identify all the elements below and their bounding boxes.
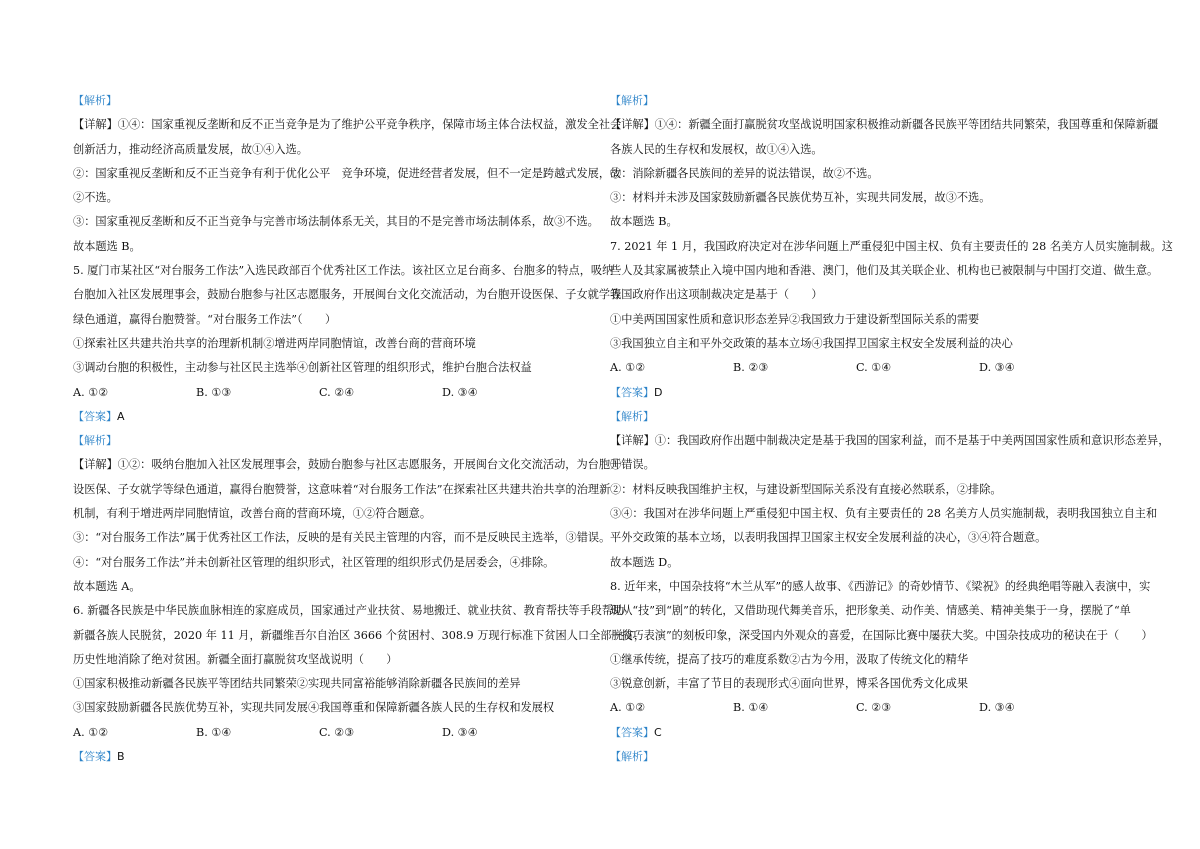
text-line: ①错误。 xyxy=(610,458,655,472)
section-tag xyxy=(610,89,1130,113)
text-line: 些人及其家属被禁止入境中国内地和香港、澳门，他们及其关联企业、机构也已被限制与中国打交道、做生意。 xyxy=(610,264,1159,278)
text-line: 我国政府作出这项制裁决定是基于（ ） xyxy=(610,288,823,302)
option-row xyxy=(610,356,1130,380)
text-line: ②：消除新疆各民族间的差异的说法错误，故②不选。 xyxy=(610,166,879,180)
option-item: B. ①③ xyxy=(196,385,232,399)
answer-tag: 【答案】 xyxy=(73,409,117,423)
section-tag xyxy=(610,745,1130,769)
text-line: ③：材料并未涉及国家鼓励新疆各民族优势互补，实现共同发展，故③不选。 xyxy=(610,191,991,205)
text-line: 现从“技”到“剧”的转化，又借助现代舞美音乐，把形象美、动作美、情感美、精神美集于一身，摆脱了“单 xyxy=(610,604,1131,618)
option-item: B. ②③ xyxy=(733,361,769,375)
text-line: ③：国家重视反垄断和反不正当竞争与完善市场法制体系无关，其目的不是完善市场法制体系，故③不选。 xyxy=(73,215,599,229)
text-line: 历史性地消除了绝对贫困。新疆全面打赢脱贫攻坚战说明（ ） xyxy=(73,652,398,666)
section-tag xyxy=(73,429,593,453)
text-line: ②：材料反映我国维护主权，与建设新型国际关系没有直接必然联系，②排除。 xyxy=(610,482,1002,496)
text-line: 故本题选 A。 xyxy=(73,579,141,593)
option-row xyxy=(610,696,1130,720)
text-line: ②不选。 xyxy=(73,191,118,205)
section-tag xyxy=(610,405,1130,429)
analysis-tag: 【解析】 xyxy=(610,409,654,423)
option-item: B. ①④ xyxy=(733,701,769,715)
option-item: C. ①④ xyxy=(856,361,892,375)
option-item: C. ②③ xyxy=(856,701,892,715)
answer-value: B xyxy=(117,750,125,764)
option-item: A. ①② xyxy=(610,701,646,715)
analysis-tag: 【解析】 xyxy=(73,94,117,107)
text-line: 机制，有利于增进两岸同胞情谊，改善台商的营商环境，①②符合题意。 xyxy=(73,507,432,521)
text-line: ②：国家重视反垄断和反不正当竞争有利于优化公平 竞争环境，促进经营者发展，但不一定是跨越式发展，故 xyxy=(73,166,622,180)
text-line: ①探索社区共建共治共享的治理新机制②增进两岸同胞情谊，改善台商的营商环境 xyxy=(73,336,476,350)
option-item: A. ①② xyxy=(73,725,109,739)
option-item: C. ②③ xyxy=(319,725,355,739)
section-tag xyxy=(73,89,593,113)
right-column xyxy=(610,89,1173,769)
answer-tag: 【答案】 xyxy=(610,725,654,739)
text-line: 7. 2021 年 1 月，我国政府决定对在涉华问题上严重侵犯中国主权、负有主要责任的 28 名美方人员实施制裁。这 xyxy=(610,239,1173,253)
text-line: ③：“对台服务工作法”属于优秀社区工作法，反映的是有关民主管理的内容，而不是反映民主选举，③错误。 xyxy=(73,531,611,545)
option-item: C. ②④ xyxy=(319,385,355,399)
option-item: A. ①② xyxy=(610,361,646,375)
text-line: 【详解】①②：吸纳台胞加入社区发展理事会，鼓励台胞参与社区志愿服务，开展闽台文化交流活动，为台胞开 xyxy=(73,458,622,472)
answer-tag: 【答案】 xyxy=(610,385,654,399)
answer-line xyxy=(73,745,593,769)
text-line: 创新活力，推动经济高质量发展，故①④入选。 xyxy=(73,142,308,156)
answer-tag: 【答案】 xyxy=(73,750,117,764)
text-line: ①中美两国国家性质和意识形态差异②我国致力于建设新型国际关系的需要 xyxy=(610,312,980,326)
answer-line xyxy=(610,721,1130,745)
text-line: 【详解】①④：新疆全面打赢脱贫攻坚战说明国家积极推动新疆各民族平等团结共同繁荣，我国尊重和保障新疆 xyxy=(610,118,1159,132)
answer-line xyxy=(610,381,1130,405)
text-line: 故本题选 B。 xyxy=(73,239,141,253)
answer-value: A xyxy=(117,409,125,423)
text-line: ③国家鼓励新疆各民族优势互补，实现共同发展④我国尊重和保障新疆各族人民的生存权和发展权 xyxy=(73,701,555,715)
text-line: ③我国独立自主和平外交政策的基本立场④我国捍卫国家主权安全发展利益的决心 xyxy=(610,336,1013,350)
text-line: 平外交政策的基本立场，以表明我国捍卫国家主权安全发展利益的决心，③④符合题意。 xyxy=(610,531,1047,545)
option-row xyxy=(73,381,593,405)
text-line: 故本题选 D。 xyxy=(610,555,679,569)
text-line: 5. 厦门市某社区“对台服务工作法”入选民政部百个优秀社区工作法。该社区立足台商多、台胞多的特点，吸纳 xyxy=(73,264,614,278)
text-line: 新疆各族人民脱贫，2020 年 11 月，新疆维吾尔自治区 3666 个贫困村、308.9 万现行标准下贫困人口全部脱贫， xyxy=(73,628,646,642)
analysis-tag: 【解析】 xyxy=(73,434,117,448)
text-line: 6. 新疆各民族是中华民族血脉相连的家庭成员，国家通过产业扶贫、易地搬迁、就业扶贫、教育帮扶等手段帮助 xyxy=(73,604,625,618)
answer-line xyxy=(73,405,593,429)
analysis-tag: 【解析】 xyxy=(610,750,654,764)
text-line: 绿色通道，赢得台胞赞誉。“对台服务工作法”（ ） xyxy=(73,312,337,326)
text-line: ③④：我国对在涉华问题上严重侵犯中国主权、负有主要责任的 28 名美方人员实施制裁，表明我国独立自主和 xyxy=(610,507,1158,521)
text-line: ④：“对台服务工作法”并未创新社区管理的组织形式，社区管理的组织形式仍是居委会，④排除。 xyxy=(73,555,555,569)
answer-value: C xyxy=(654,725,662,739)
option-item: B. ①④ xyxy=(196,725,232,739)
text-line: 各族人民的生存权和发展权，故①④入选。 xyxy=(610,142,823,156)
text-line: 设医保、子女就学等绿色通道，赢得台胞赞誉，这意味着“对台服务工作法”在探索社区共建共治共享的治理新 xyxy=(73,482,611,496)
option-item: D. ③④ xyxy=(979,361,1015,375)
answer-value: D xyxy=(654,385,663,399)
text-line: 一技巧表演”的刻板印象，深受国内外观众的喜爱，在国际比赛中屡获大奖。中国杂技成功的秘诀在于（ ） xyxy=(610,628,1153,642)
option-item: D. ③④ xyxy=(442,385,478,399)
text-line: 故本题选 B。 xyxy=(610,215,678,229)
text-line: ③锐意创新，丰富了节目的表现形式④面向世界，博采各国优秀文化成果 xyxy=(610,677,969,691)
option-row xyxy=(73,721,593,745)
text-line: ①继承传统，提高了技巧的难度系数②古为今用，汲取了传统文化的精华 xyxy=(610,652,969,666)
text-line: ①国家积极推动新疆各民族平等团结共同繁荣②实现共同富裕能够消除新疆各民族间的差异 xyxy=(73,677,521,691)
text-line: 【详解】①：我国政府作出题中制裁决定是基于我国的国家利益，而不是基于中美两国国家性质和意识形态差异， xyxy=(610,434,1170,448)
option-item: D. ③④ xyxy=(979,701,1015,715)
text-line: 台胞加入社区发展理事会，鼓励台胞参与社区志愿服务，开展闽台文化交流活动，为台胞开设医保、子女就学等 xyxy=(73,288,622,302)
option-item: A. ①② xyxy=(73,385,109,399)
analysis-tag: 【解析】 xyxy=(610,94,654,107)
text-line: ③调动台胞的积极性，主动参与社区民主选举④创新社区管理的组织形式，维护台胞合法权益 xyxy=(73,361,532,375)
option-item: D. ③④ xyxy=(442,725,478,739)
text-line: 8. 近年来，中国杂技将“木兰从军”的感人故事、《西游记》的奇妙情节、《梁祝》的经典绝唱等融入表演中，实 xyxy=(610,579,1151,593)
text-line: 【详解】①④：国家重视反垄断和反不正当竞争是为了维护公平竞争秩序，保障市场主体合法权益，激发全社会 xyxy=(73,118,622,132)
